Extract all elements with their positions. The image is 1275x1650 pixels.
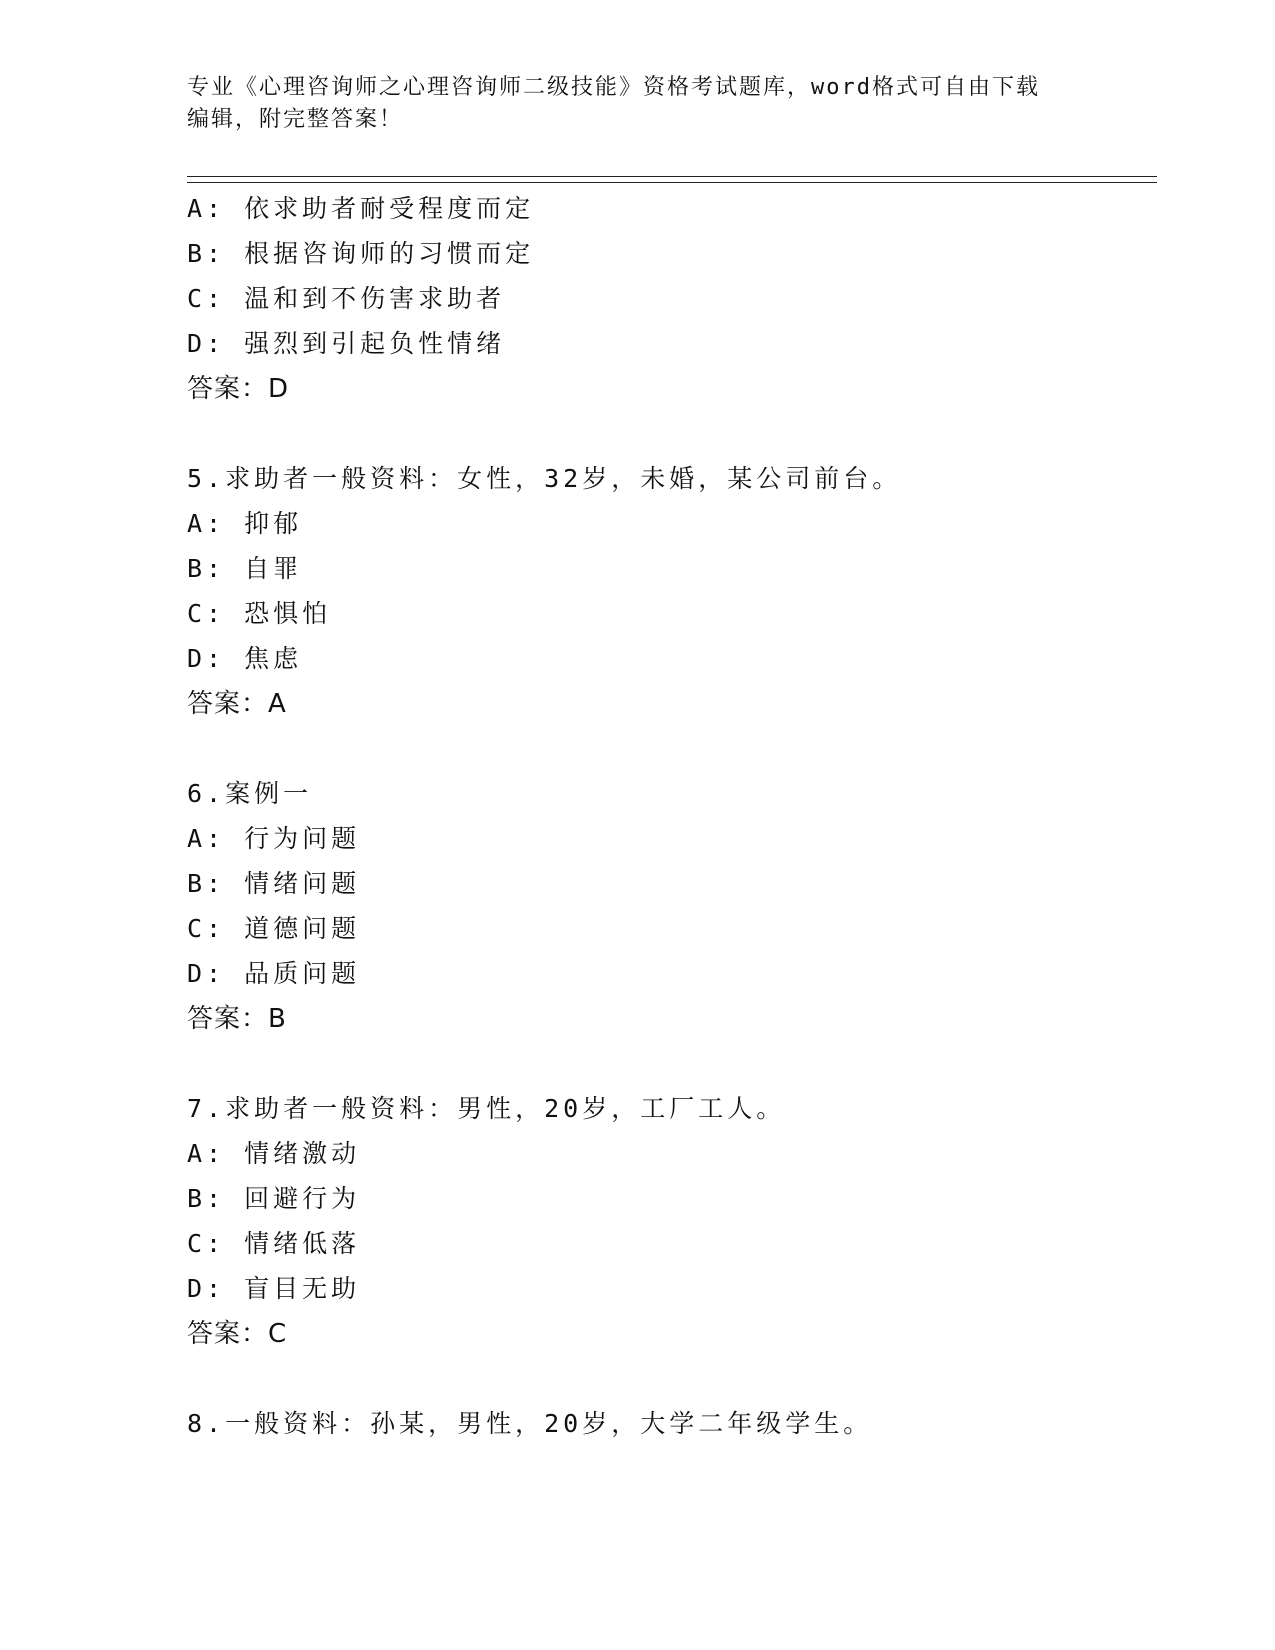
q6-option-c: C: 道德问题 — [187, 914, 361, 943]
q7-answer: 答案：C — [187, 1319, 288, 1349]
q6-answer: 答案：B — [187, 1004, 287, 1034]
header-line-1: 专业《心理咨询师之心理咨询师二级技能》资格考试题库，word格式可自由下载 — [187, 75, 1040, 100]
q4-option-b: B: 根据咨询师的习惯而定 — [187, 239, 535, 268]
q4-option-a: A: 依求助者耐受程度而定 — [187, 194, 535, 223]
q5-option-a: A: 抑郁 — [187, 509, 303, 538]
q7-stem: 7.求助者一般资料：男性，20岁，工厂工人。 — [187, 1094, 786, 1123]
q4-answer: 答案：D — [187, 374, 290, 404]
q4-option-c: C: 温和到不伤害求助者 — [187, 284, 506, 313]
q5-option-d: D: 焦虑 — [187, 644, 303, 673]
q7-option-b: B: 回避行为 — [187, 1184, 361, 1213]
q4-option-d: D: 强烈到引起负性情绪 — [187, 329, 506, 358]
q6-option-d: D: 品质问题 — [187, 959, 361, 988]
q7-option-a: A: 情绪激动 — [187, 1139, 361, 1168]
q5-answer: 答案：A — [187, 689, 287, 719]
q5-option-b: B: 自罪 — [187, 554, 303, 583]
q7-option-d: D: 盲目无助 — [187, 1274, 361, 1303]
header-divider-top — [187, 176, 1157, 177]
q6-stem: 6.案例一 — [187, 779, 313, 808]
q8-stem: 8.一般资料：孙某，男性，20岁，大学二年级学生。 — [187, 1409, 873, 1438]
header-divider-bottom — [187, 182, 1157, 183]
q6-option-b: B: 情绪问题 — [187, 869, 361, 898]
q5-option-c: C: 恐惧怕 — [187, 599, 332, 628]
header-line-2: 编辑，附完整答案！ — [187, 107, 404, 132]
q7-option-c: C: 情绪低落 — [187, 1229, 361, 1258]
q6-option-a: A: 行为问题 — [187, 824, 361, 853]
q5-stem: 5.求助者一般资料：女性，32岁，未婚，某公司前台。 — [187, 464, 902, 493]
document-header — [187, 72, 1067, 136]
